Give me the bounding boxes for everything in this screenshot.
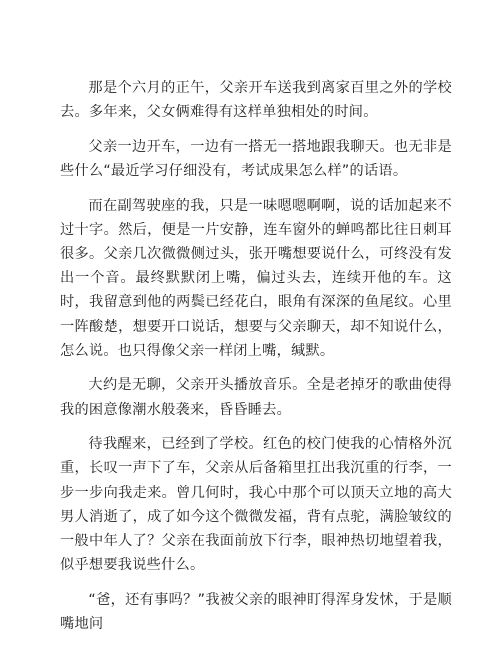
article-body xyxy=(60,76,452,647)
paragraph-2: 父亲一边开车，一边有一搭无一搭地跟我聊天。也无非是些什么“最近学习仔细没有，考试成果怎么样”的话语。 xyxy=(60,138,452,179)
paragraph-1: 那是个六月的正午，父亲开车送我到离家百里之外的学校去。多年来，父女俩难得有这样单独相处的时间。 xyxy=(60,80,452,121)
paragraph-6: “爸，还有事吗？”我被父亲的眼神盯得浑身发怵，于是顺嘴地问 xyxy=(60,591,452,633)
paragraph-5: 待我醒来，已经到了学校。红色的校门使我的心情格外沉重，长叹一声下了车，父亲从后备箱里扛出我沉重的行李，一步一步向我走来。曾几何时，我心中那个可以顶天立地的高大男人消逝了，成了如今这个微微发福，背有点驼，满脸皱纹的一般中年人了？父亲在我面前放下行李，眼神热切地望着我，似乎想要我说些什么。 xyxy=(60,436,452,574)
paragraph-4: 大约是无聊，父亲开头播放音乐。全是老掉牙的歌曲使得我的困意像潮水般袭来，昏昏睡去。 xyxy=(60,377,452,418)
paragraph-3: 而在副驾驶座的我，只是一味嗯嗯啊啊，说的话加起来不过十字。然后，便是一片安静，连车窗外的蝉鸣都比往日刺耳很多。父亲几次微微侧过头，张开嘴想要说什么，可终没有发出一个音。最终默默闭上嘴，偏过头去，连续开他的车。这时，我留意到他的两鬓已经花白，眼角有深深的鱼尾纹。心里一阵酸楚，想要开口说话，想要与父亲聊天，却不知说什么，怎么说。也只得像父亲一样闭上嘴，缄默。 xyxy=(60,197,452,359)
